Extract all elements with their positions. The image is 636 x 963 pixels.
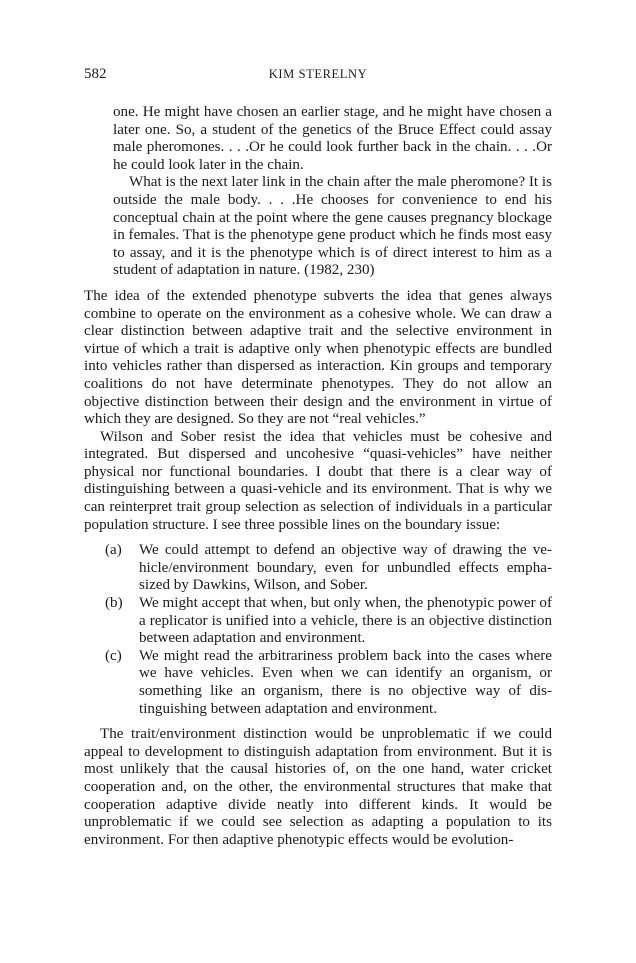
list-marker: (a) — [105, 542, 122, 559]
list-marker: (b) — [105, 595, 123, 612]
list-item — [84, 648, 552, 718]
page-number: 582 — [84, 66, 107, 82]
running-head: KIM STERELNY — [268, 67, 368, 81]
list-item — [84, 542, 552, 595]
body-paragraph: The idea of the extended phenotype subverts the idea that genes always combine to operate on the environment as a cohesive whole. We can draw a clear distinction between adaptive trait and the selective environment in virtue of which a trait is adaptive only when phenotypic effects are bundled into vehicles rather than dispersed as interaction. Kin groups and temporary coalitions do not have determinate phenotypes. They do not allow an objective distinction between their design and the environment in virtue of which they are designed. So they are not “real vehicles.” — [84, 287, 552, 428]
list-item-text: We might accept that when, but only when, the phenotypic power of a replicator is unified into a vehicle, there is an objective distinction between adaptation and environment. — [139, 595, 552, 647]
body-text — [84, 104, 552, 849]
list-marker: (c) — [105, 647, 122, 664]
list-item-text: We might read the arbitrariness problem back into the cases where we have vehicles. Even when we can identify an organism, or something like an organism, there is no objective way of distinguishing between adaptation and environment. — [139, 647, 552, 717]
quote-paragraph: What is the next later link in the chain after the male pheromone? It is outside the male body. . . .He chooses for convenience to end his conceptual chain at the point where the gene causes pregnancy blockage in females. That is the phenotype gene product which he finds most easy to assay, and it is the phenotype which is of direct interest to him as a student of adaptation in nature. (1982, 230) — [113, 174, 552, 279]
list-item-text: We could attempt to defend an objective way of drawing the vehicle/environment boundary, even for unbundled effects emphasized by Dawkins, Wilson, and Sober. — [139, 542, 552, 594]
body-paragraph: Wilson and Sober resist the idea that vehicles must be cohesive and integrated. But dispersed and uncohesive “quasi-vehicles” have neither physical nor functional boundaries. I doubt that there is a clear way of distinguishing between a quasi-vehicle and its environment. That is why we can reinterpret trait group selection as selection of individuals in a particular population structure. I see three possible lines on the boundary issue: — [84, 428, 552, 533]
list-item — [84, 595, 552, 648]
options-list — [84, 542, 552, 718]
body-paragraph: The trait/environment distinction would be unproblematic if we could appeal to development to distinguish adaptation from environment. But it is most unlikely that the causal histories of, on the one hand, water cricket cooperation and, on the other, the environmental structures that make that cooperation adaptive divide neatly into different kinds. It would be unproblematic if we could see selection as adapting a population to its environment. For then adaptive phenotypic effects would be evolution- — [84, 726, 552, 848]
page-header — [84, 66, 552, 88]
quote-paragraph: one. He might have chosen an earlier stage, and he might have chosen a later one. So, a student of the genetics of the Bruce Effect could assay male pheromones. . . .Or he could look further back in the chain. . . .Or he could look later in the chain. — [113, 104, 552, 173]
block-quote — [113, 104, 552, 280]
